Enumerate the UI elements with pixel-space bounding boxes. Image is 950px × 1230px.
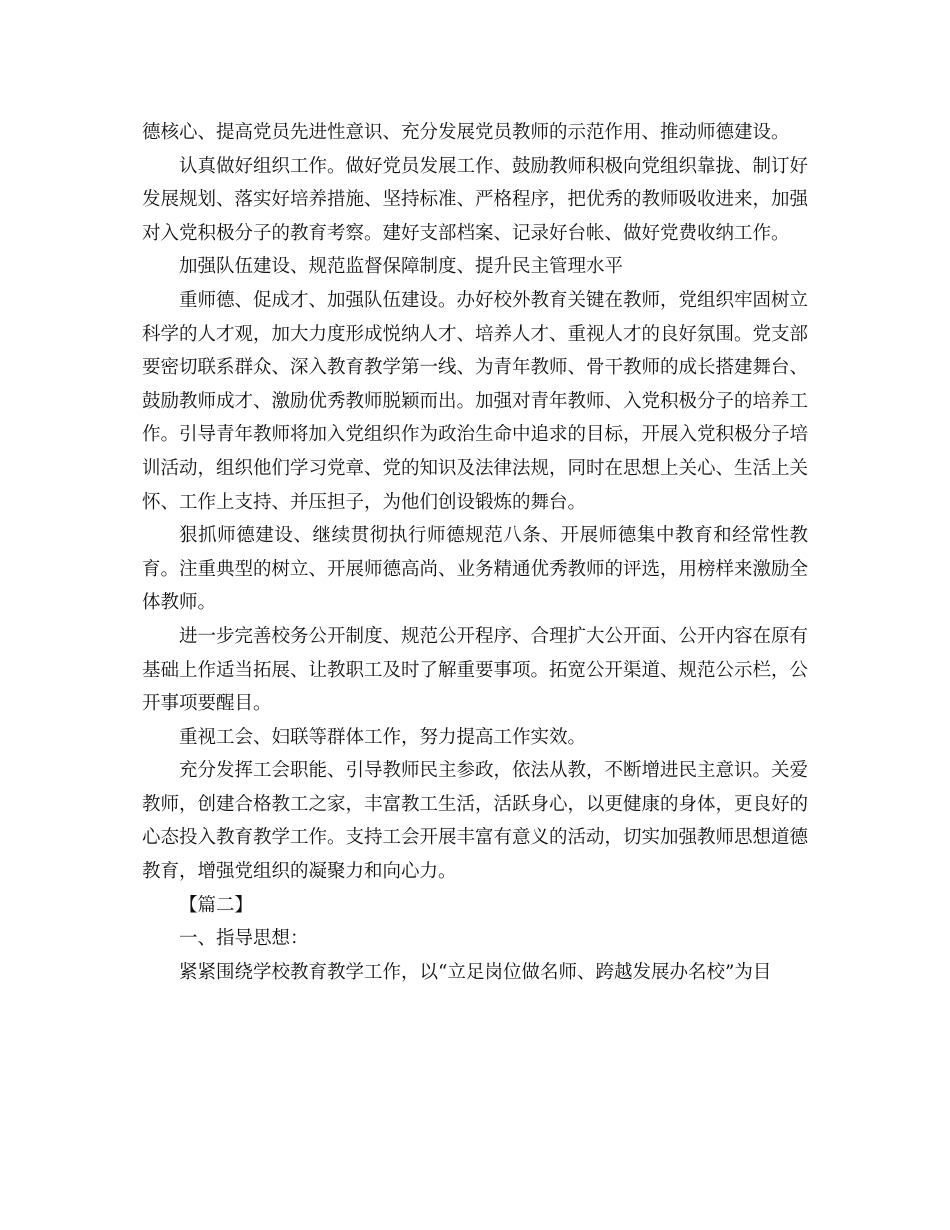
- paragraph: 紧紧围绕学校教育教学工作，以“立足岗位做名师、跨越发展办名校”为目: [179, 961, 772, 983]
- section-heading: 加强队伍建设、规范监督保障制度、提升民主管理水平: [179, 256, 624, 278]
- part-heading: 【篇二】: [179, 894, 254, 916]
- paragraph: 充分发挥工会职能、引导教师民主参政，依法从教，不断增进民主意识。关爱教师，创建合格教工之家，丰富教工生活，活跃身心，以更健康的身体，更良好的心态投入教育教学工作。支持工会开展丰富有意义的活动，切实加强教师思想道德教育，增强党组织的凝聚力和向心力。: [142, 760, 809, 883]
- paragraph: 进一步完善校务公开制度、规范公开程序、合理扩大公开面、公开内容在原有基础上作适当拓展、让教职工及时了解重要事项。拓宽公开渠道、规范公示栏，公开事项要醒目。: [142, 625, 809, 715]
- document-body: [142, 116, 808, 989]
- paragraph: 德核心、提高党员先进性意识、充分发展党员教师的示范作用、推动师德建设。: [142, 122, 790, 143]
- paragraph: 认真做好组织工作。做好党员发展工作、鼓励教师积极向党组织靠拢、制订好发展规划、落实好培养措施、坚持标准、严格程序，把优秀的教师吸收进来，加强对入党积极分子的教育考察。建好支部档案、记录好台帐、做好党费收纳工作。: [142, 155, 809, 244]
- paragraph: 狠抓师德建设、继续贯彻执行师德规范八条、开展师德集中教育和经常性教育。注重典型的树立、开展师德高尚、业务精通优秀教师的评选，用榜样来激励全体教师。: [142, 525, 809, 614]
- section-heading: 重视工会、妇联等群体工作，努力提高工作实效。: [179, 726, 587, 748]
- section-heading: 一、指导思想：: [179, 928, 309, 950]
- paragraph: 重师德、促成才、加强队伍建设。办好校外教育关键在教师，党组织牢固树立科学的人才观，加大力度形成悦纳人才、培养人才、重视人才的良好氛围。党支部要密切联系群众、深入教育教学第一线、为青年教师、骨干教师的成长搭建舞台、鼓励教师成才、激励优秀教师脱颖而出。加强对青年教师、入党积极分子的培养工作。引导青年教师将加入党组织作为政治生命中追求的目标，开展入党积极分子培训活动，组织他们学习党章、党的知识及法律法规，同时在思想上关心、生活上关怀、工作上支持、并压担子，为他们创设锻炼的舞台。: [142, 289, 809, 513]
